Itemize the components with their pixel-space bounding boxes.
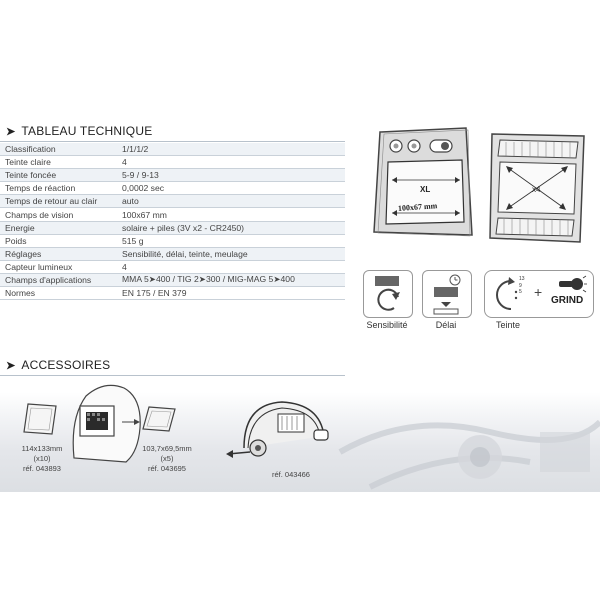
row-value: solaire + piles (3V x2 - CR2450): [117, 221, 345, 234]
sensor-count-label: x4: [532, 185, 541, 194]
tech-title-text: TABLEAU TECHNIQUE: [21, 124, 153, 138]
row-value: 4: [117, 156, 345, 169]
accessory-left-size: 114x133mm: [21, 444, 63, 453]
table-row: [0, 273, 345, 286]
delai-label: Délai: [435, 320, 457, 330]
row-label: Réglages: [0, 247, 117, 260]
table-row: [0, 182, 345, 195]
shade-scale-value: 9: [519, 282, 522, 289]
table-row: [0, 247, 345, 260]
cover-lens-small-icon: [141, 405, 177, 433]
row-label: Normes: [0, 287, 117, 300]
table-row: [0, 169, 345, 182]
accessory-headband-ref: réf. 043466: [272, 470, 310, 479]
accessory-left-qty: (x10): [33, 454, 51, 463]
sensibilite-label: Sensibilité: [366, 320, 408, 330]
shade-scale-value: 5: [519, 289, 522, 295]
table-row: [0, 208, 345, 221]
row-value: Sensibilité, délai, teinte, meulage: [117, 247, 345, 260]
accessory-right-size: 103,7x69,5mm: [142, 444, 192, 453]
teinte-grind-icon-box: [484, 270, 594, 318]
shade-scale-value: 13: [519, 276, 525, 282]
tech-section-title: [6, 124, 152, 138]
background-machinery: [330, 392, 600, 492]
row-label: Capteur lumineux: [0, 260, 117, 273]
row-value: EN 175 / EN 379: [117, 287, 345, 300]
cover-lens-large-icon: [22, 402, 58, 436]
grind-label: GRIND: [551, 295, 584, 306]
delay-icon: [423, 271, 471, 317]
row-label: Teinte claire: [0, 156, 117, 169]
chevron-right-icon: ➤: [6, 126, 16, 138]
tech-title-rule: [0, 141, 345, 142]
teinte-label: Teinte: [495, 320, 521, 330]
filter-front-diagram: [366, 120, 476, 245]
row-value: 0,0002 sec: [117, 182, 345, 195]
row-label: Classification: [0, 143, 117, 156]
table-row: [0, 221, 345, 234]
delai-icon-box: [422, 270, 472, 318]
filter-size-label: XL: [420, 185, 431, 194]
row-value: auto: [117, 195, 345, 208]
row-label: Champs d'applications: [0, 273, 117, 286]
table-row: [0, 195, 345, 208]
accessory-right-ref: réf. 043695: [148, 464, 186, 473]
row-label: Poids: [0, 234, 117, 247]
accessory-right-qty: (x5): [160, 454, 174, 463]
row-label: Temps de retour au clair: [0, 195, 117, 208]
accessories-section-title: [6, 358, 110, 372]
row-value: 1/1/1/2: [117, 143, 345, 156]
row-value: 515 g: [117, 234, 345, 247]
row-value: MMA 5➤400 / TIG 2➤300 / MIG-MAG 5➤400: [117, 273, 345, 286]
sensibilite-icon-box: [363, 270, 413, 318]
row-value: 5-9 / 9-13: [117, 169, 345, 182]
sensitivity-icon: [364, 271, 412, 317]
grinder-icon: [557, 275, 587, 293]
row-label: Temps de réaction: [0, 182, 117, 195]
row-label: Energie: [0, 221, 117, 234]
row-label: Champs de vision: [0, 208, 117, 221]
spec-table: [0, 143, 345, 300]
accessory-left-ref: réf. 043893: [23, 464, 61, 473]
table-row: [0, 234, 345, 247]
filter-dim-label: 100x67 mm: [397, 201, 438, 213]
plus-sign: +: [534, 284, 543, 300]
chevron-right-icon: ➤: [6, 360, 16, 372]
table-row: [0, 260, 345, 273]
filter-back-diagram: [486, 128, 591, 248]
row-label: Teinte foncée: [0, 169, 117, 182]
table-row: [0, 287, 345, 300]
accessory-right-label: [122, 444, 212, 474]
table-row: [0, 156, 345, 169]
accessories-title-rule: [0, 375, 345, 376]
row-value: 4: [117, 260, 345, 273]
row-value: 100x67 mm: [117, 208, 345, 221]
shade-scale: [519, 276, 525, 296]
headband-icon: [224, 392, 334, 470]
table-row: [0, 143, 345, 156]
accessories-title-text: ACCESSOIRES: [21, 358, 111, 372]
